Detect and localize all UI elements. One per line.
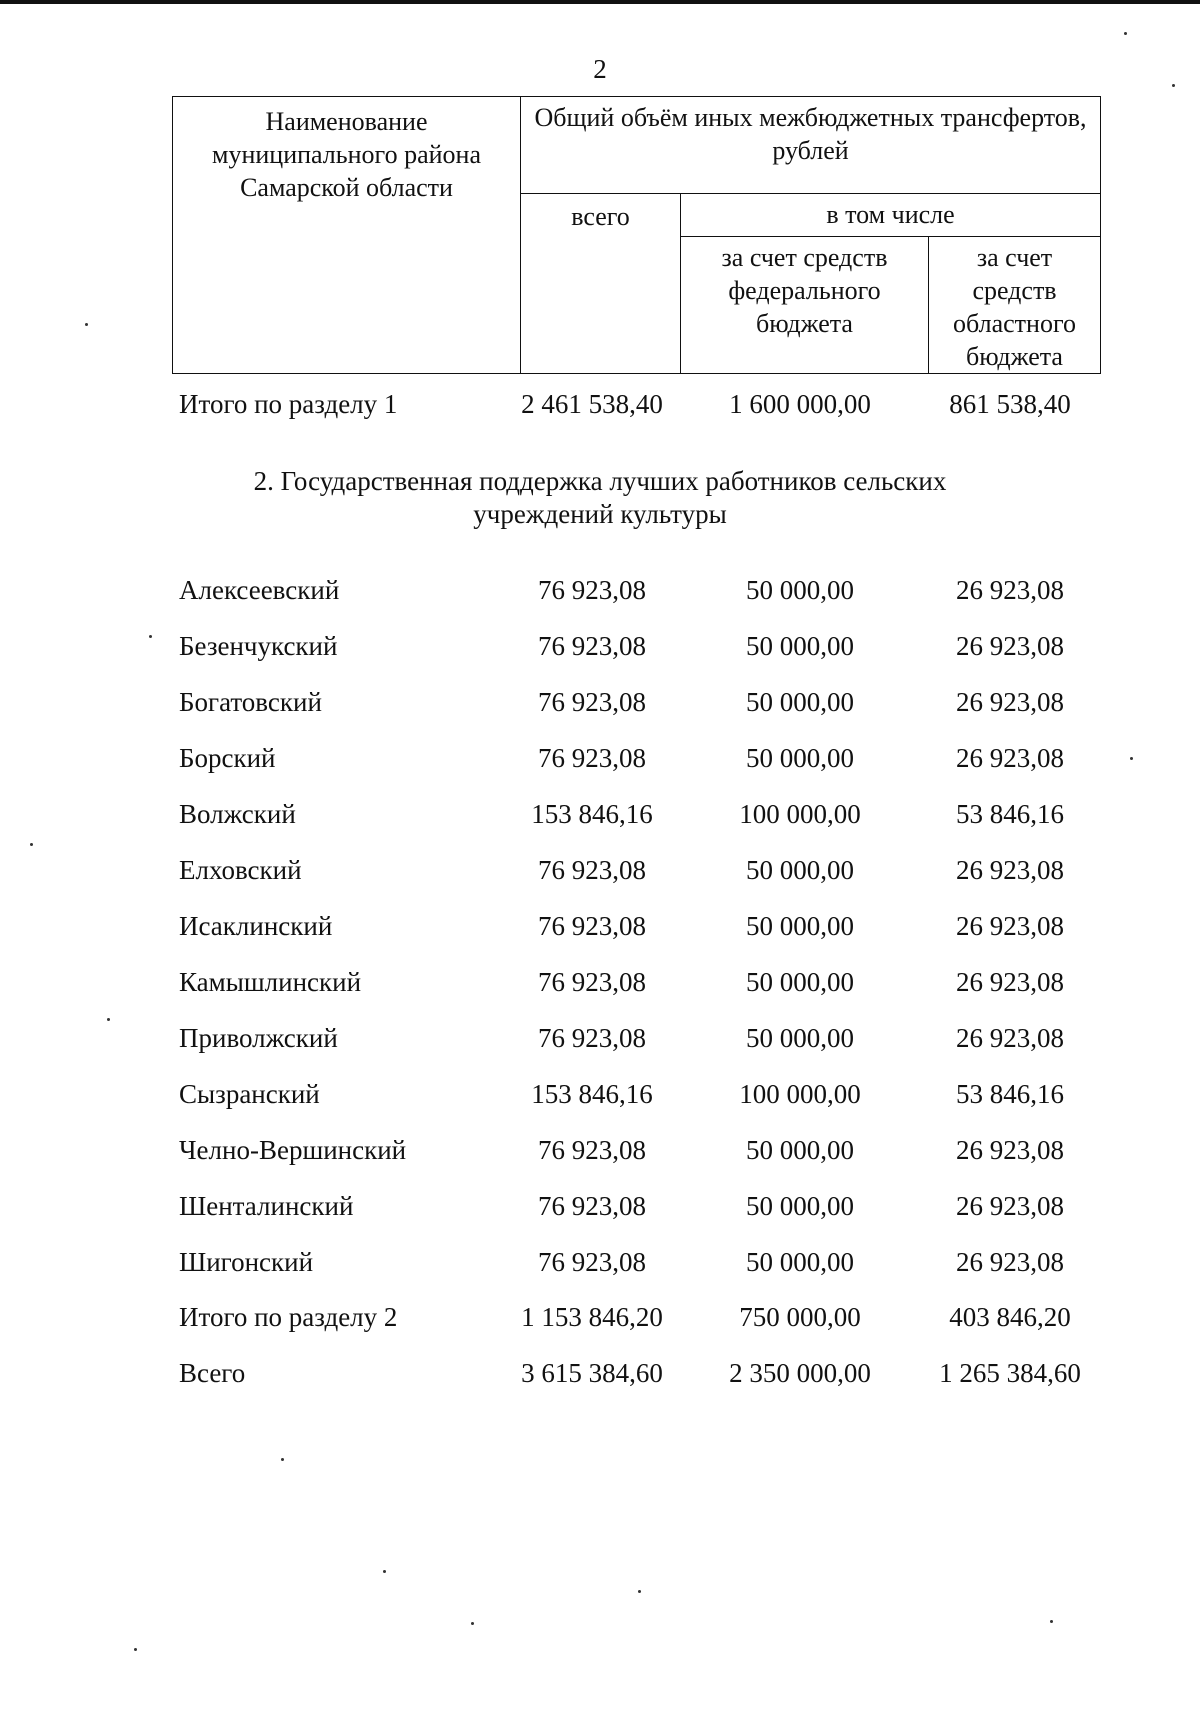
- row-regional: 26 923,08: [956, 1023, 1064, 1053]
- row-name: Безенчукский: [179, 631, 338, 661]
- header-regional: за счет средств областного бюджета: [929, 237, 1101, 374]
- row-name: Челно-Вершинский: [179, 1135, 407, 1165]
- scan-speck: [85, 323, 88, 326]
- table-row: [0, 682, 1200, 722]
- row-regional: 26 923,08: [956, 967, 1064, 997]
- row-all: 76 923,08: [538, 631, 646, 661]
- row-name: Алексеевский: [179, 575, 340, 605]
- row-federal: 50 000,00: [746, 1023, 854, 1053]
- row-all: 76 923,08: [538, 855, 646, 885]
- row-regional: 26 923,08: [956, 855, 1064, 885]
- row-regional: 26 923,08: [956, 631, 1064, 661]
- row-regional: 403 846,20: [949, 1302, 1071, 1332]
- table-row: [0, 962, 1200, 1002]
- row-federal: 100 000,00: [739, 1079, 861, 1109]
- table-header: [172, 96, 1101, 374]
- row-all: 153 846,16: [531, 799, 653, 829]
- row-regional: 26 923,08: [956, 743, 1064, 773]
- row-federal: 750 000,00: [739, 1302, 861, 1332]
- table-row: [0, 570, 1200, 610]
- scan-speck: [149, 635, 152, 638]
- row-regional: 53 846,16: [956, 1079, 1064, 1109]
- row-name: Итого по разделу 2: [179, 1302, 398, 1332]
- row-federal: 50 000,00: [746, 855, 854, 885]
- scan-speck: [134, 1648, 137, 1651]
- row-regional: 26 923,08: [956, 1247, 1064, 1277]
- row-name: Всего: [179, 1358, 246, 1388]
- top-border-line: [0, 0, 1200, 4]
- row-name: Шигонский: [179, 1247, 314, 1277]
- row-regional: 26 923,08: [956, 1191, 1064, 1221]
- row-regional: 26 923,08: [956, 575, 1064, 605]
- table-row: [0, 1018, 1200, 1058]
- table-row: [0, 1074, 1200, 1114]
- row-federal: 2 350 000,00: [729, 1358, 871, 1388]
- row-federal: 50 000,00: [746, 631, 854, 661]
- row-all: 76 923,08: [538, 911, 646, 941]
- row-regional: 26 923,08: [956, 1135, 1064, 1165]
- header-all: всего: [521, 194, 681, 374]
- header-including: в том числе: [681, 194, 1101, 237]
- table-row: [0, 794, 1200, 834]
- row-name: Шенталинский: [179, 1191, 354, 1221]
- row-regional: 1 265 384,60: [939, 1358, 1081, 1388]
- scan-speck: [471, 1622, 474, 1625]
- row-federal: 50 000,00: [746, 1191, 854, 1221]
- row-name: Борский: [179, 743, 276, 773]
- row-all: 76 923,08: [538, 1023, 646, 1053]
- row-all: 76 923,08: [538, 1247, 646, 1277]
- row-all: 153 846,16: [531, 1079, 653, 1109]
- grand-total-row: [0, 1353, 1200, 1393]
- row-name: Приволжский: [179, 1023, 338, 1053]
- row-all: 76 923,08: [538, 1191, 646, 1221]
- row-all: 76 923,08: [538, 967, 646, 997]
- table-row: [0, 738, 1200, 778]
- row-all: 3 615 384,60: [521, 1358, 663, 1388]
- row-name: Богатовский: [179, 687, 322, 717]
- table-row: [0, 1186, 1200, 1226]
- row-regional: 26 923,08: [956, 911, 1064, 941]
- row-all: 76 923,08: [538, 687, 646, 717]
- scan-speck: [1172, 84, 1175, 87]
- scan-speck: [383, 1570, 386, 1573]
- row-all: 76 923,08: [538, 1135, 646, 1165]
- table-row: [0, 626, 1200, 666]
- header-federal: за счет средств федерального бюджета: [681, 237, 929, 374]
- section2-total-row: [0, 1297, 1200, 1337]
- row-regional: 26 923,08: [956, 687, 1064, 717]
- row-all: 2 461 538,40: [521, 389, 663, 419]
- row-all: 76 923,08: [538, 743, 646, 773]
- scan-speck: [1130, 757, 1133, 760]
- row-name: Елховский: [179, 855, 302, 885]
- row-name: Волжский: [179, 799, 296, 829]
- scan-speck: [1124, 32, 1127, 35]
- row-federal: 50 000,00: [746, 967, 854, 997]
- table-row: [0, 850, 1200, 890]
- row-federal: 50 000,00: [746, 911, 854, 941]
- table-row: [0, 1242, 1200, 1282]
- row-regional: 53 846,16: [956, 799, 1064, 829]
- row-federal: 100 000,00: [739, 799, 861, 829]
- header-municipality-name: Наименование муниципального района Самарской области: [173, 97, 521, 374]
- scan-speck: [1050, 1620, 1053, 1623]
- section2-title: 2. Государственная поддержка лучших работников сельских учреждений культуры: [253, 466, 947, 529]
- row-name: Исаклинский: [179, 911, 333, 941]
- table-row: [0, 906, 1200, 946]
- row-name: Сызранский: [179, 1079, 320, 1109]
- row-federal: 50 000,00: [746, 743, 854, 773]
- scan-speck: [30, 843, 33, 846]
- scan-speck: [281, 1458, 284, 1461]
- page-number: 2: [593, 54, 607, 84]
- scan-speck: [638, 1590, 641, 1593]
- scan-speck: [107, 1018, 110, 1021]
- row-name: Итого по разделу 1: [179, 389, 398, 419]
- row-name: Камышлинский: [179, 967, 362, 997]
- row-regional: 861 538,40: [949, 389, 1071, 419]
- row-all: 1 153 846,20: [521, 1302, 663, 1332]
- row-federal: 1 600 000,00: [729, 389, 871, 419]
- row-federal: 50 000,00: [746, 687, 854, 717]
- section1-total-row: [0, 384, 1200, 424]
- row-all: 76 923,08: [538, 575, 646, 605]
- table-row: [0, 1130, 1200, 1170]
- row-federal: 50 000,00: [746, 1247, 854, 1277]
- row-federal: 50 000,00: [746, 575, 854, 605]
- row-federal: 50 000,00: [746, 1135, 854, 1165]
- header-total-transfers: Общий объём иных межбюджетных трансфертов, рублей: [521, 97, 1101, 194]
